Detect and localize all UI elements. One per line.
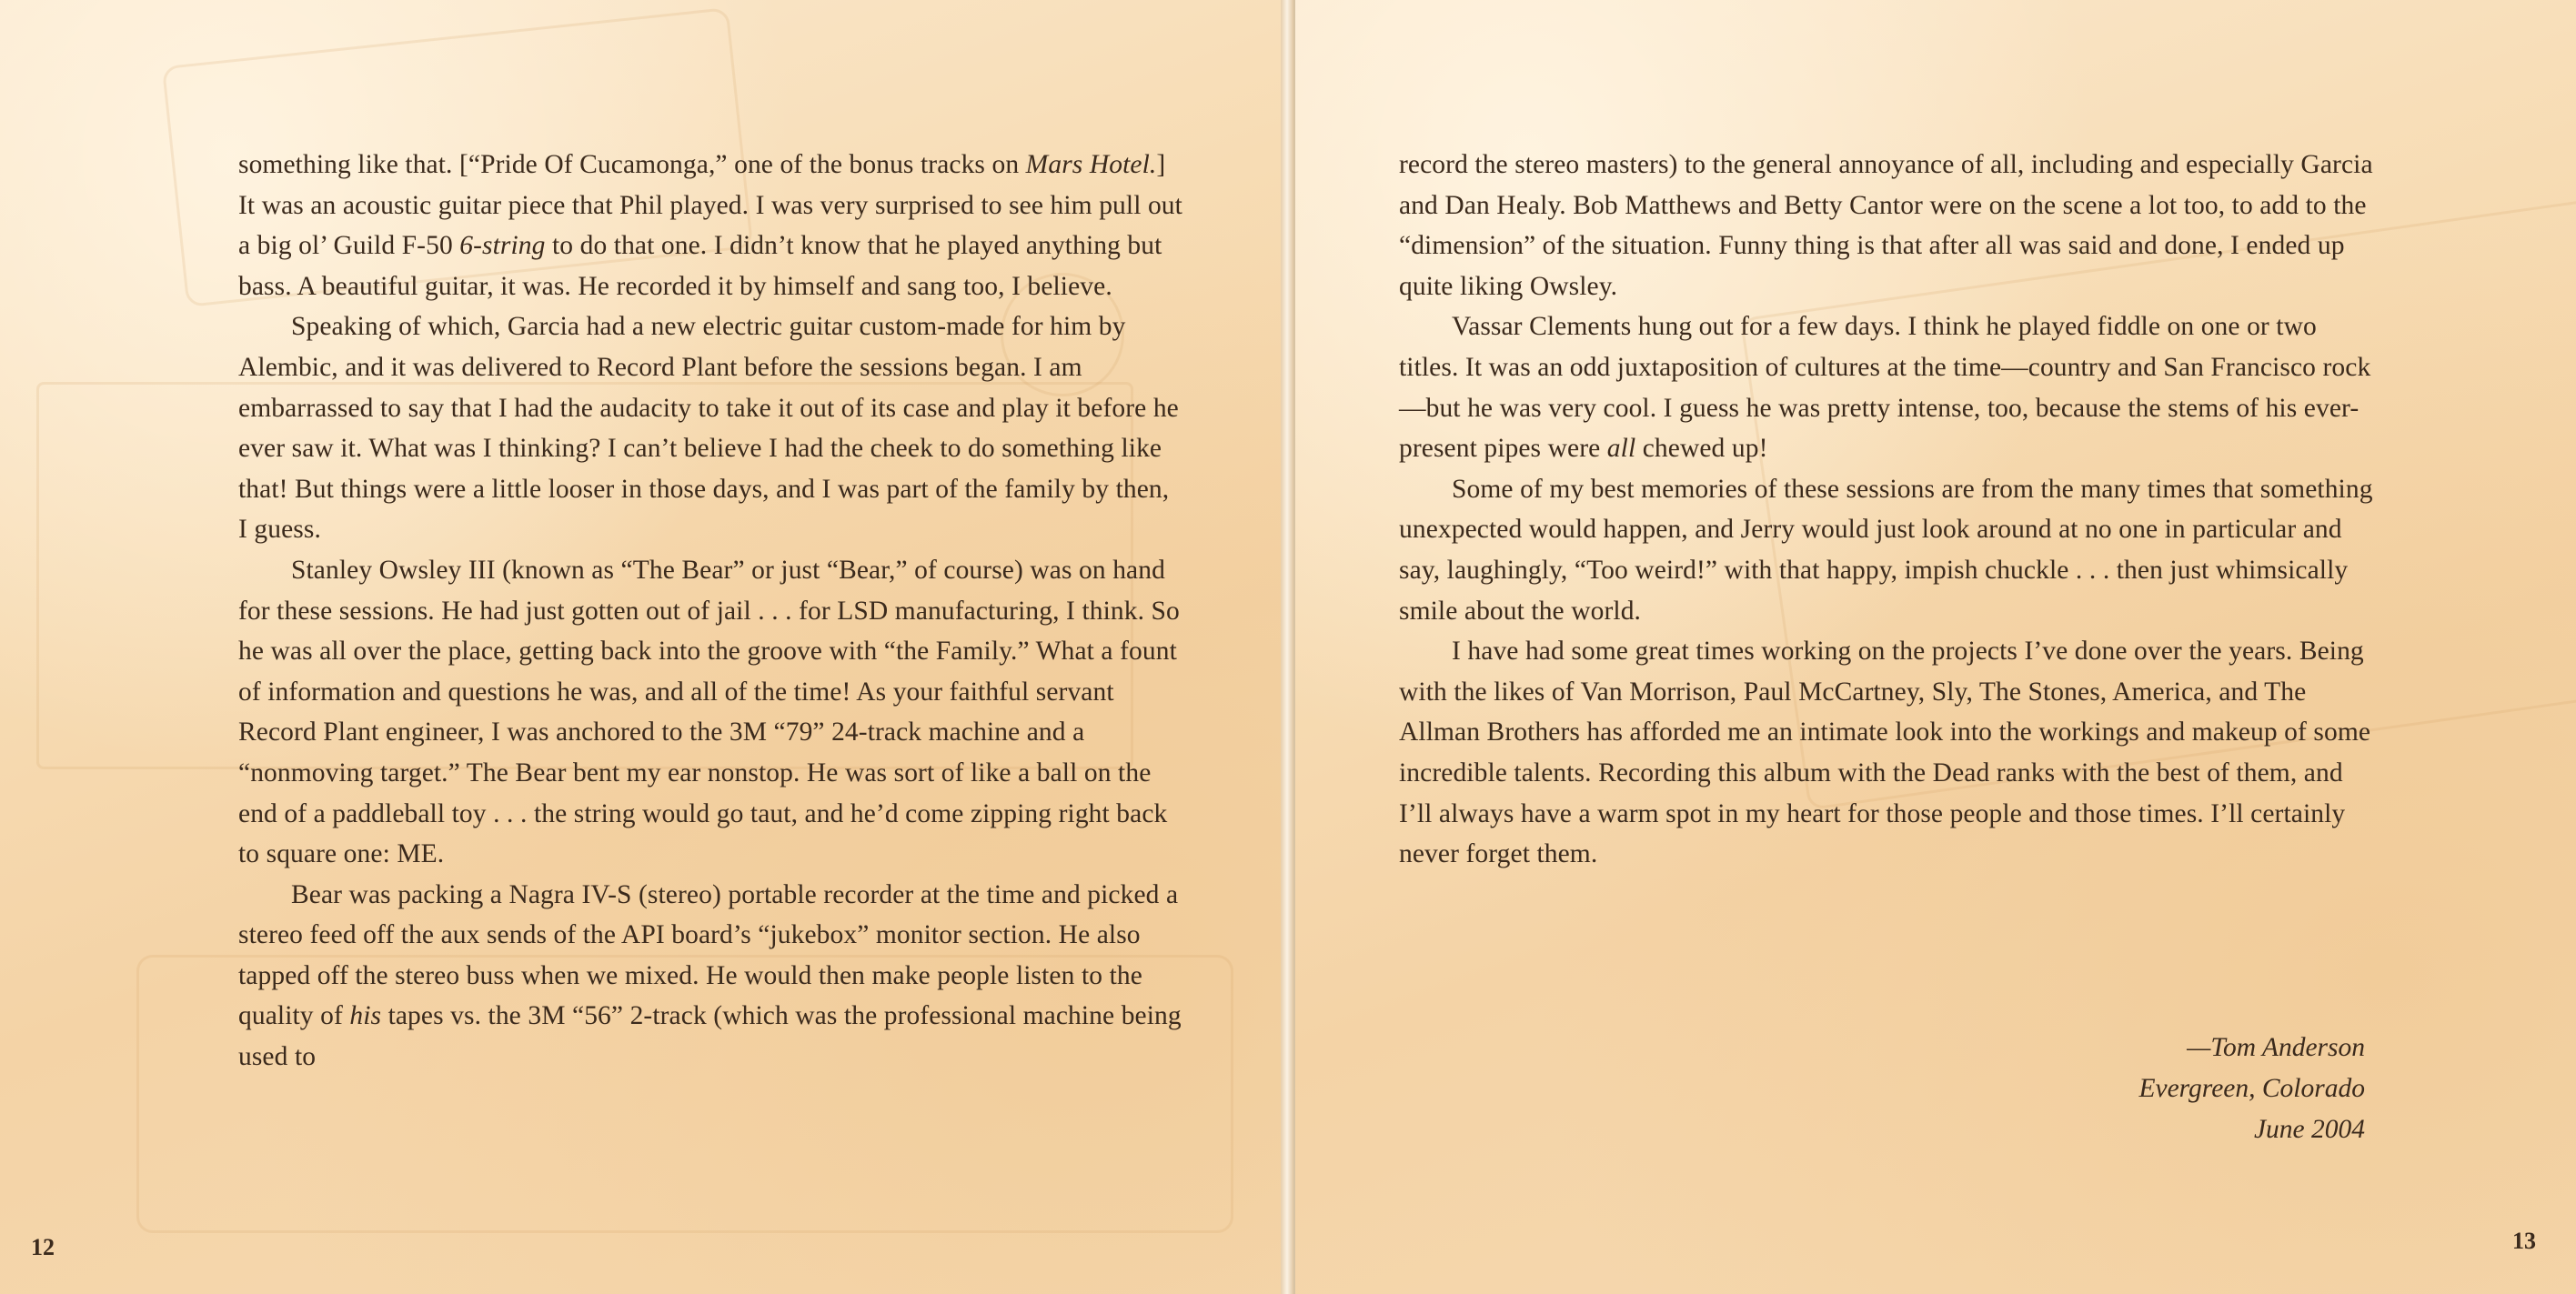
paragraph-2: Speaking of which, Garcia had a new electric guitar custom-made for him by Alembic, and it was delivered to Record Plant before the sessions began. I am embarrassed to say that I had the audacity to take it out of its case and play it before he ever saw it. What was I thinking? I can’t believe I had the cheek to do something like that! But things were a little looser in those days, and I was part of the family by then, I guess. <box>238 312 1179 545</box>
signature-date: June 2004 <box>2253 1115 2365 1144</box>
paragraph-text: to do that one. I didn’t know that he played anything but bass. A beautiful guitar, it was. He recorded it by himself and sang too, I believe. <box>238 231 1162 301</box>
left-page-body <box>238 145 1184 1078</box>
emphasis-text: 6-string <box>459 231 546 261</box>
paragraph-2 <box>1399 306 2381 468</box>
paragraph-text: ] It was an acoustic guitar piece that Phil played. I was very surprised to see him pull out a big ol’ Guild F-50 <box>238 150 1182 261</box>
paragraph-text: chewed up! <box>1635 434 1768 464</box>
binding-gutter <box>1281 0 1293 1294</box>
paragraph-text: Vassar Clements hung out for a few days. I think he played fiddle on one or two titles. It was an odd juxtaposition of cultures at the time—country and San Francisco rock—but he was very cool. I guess he was pretty intense, too, because the stems of his ever-present pipes were <box>1399 312 2371 464</box>
emphasis-text: his <box>349 1001 382 1031</box>
paragraph-4: I have had some great times working on the projects I’ve done over the years. Being with the likes of Van Morrison, Paul McCartney, Sly, The Stones, America, and The Allman Brothers has afforded me an intimate look into the workings and makeup of some incredible talents. Recording this album with the Dead ranks with the best of them, and I’ll always have a warm spot in my heart for those people and those times. I’ll certainly never forget them. <box>1399 637 2371 869</box>
paragraph-1 <box>238 145 1184 306</box>
paragraph-3: Stanley Owsley III (known as “The Bear” or just “Bear,” of course) was on hand for these sessions. He had just gotten out of jail . . . for LSD manufacturing, I think. So he was all over the place, getting back into the groove with “the Family.” What a fount of information and questions he was, and all of the time! As your faithful servant Record Plant engineer, I was anchored to the 3M “79” 24-track machine and a “nonmoving target.” The Bear bent my ear nonstop. He was sort of like a ball on the end of a paddleball toy . . . the string would go taut, and he’d come zipping right back to square one: ME. <box>238 555 1180 869</box>
paragraph-text: Bear was packing a Nagra IV-S (stereo) portable recorder at the time and picked a stereo feed off the aux sends of the API board’s “jukebox” monitor section. He also tapped off the stereo buss when we mixed. He would then make people listen to the quality of <box>238 879 1179 1031</box>
paragraph-1: record the stereo masters) to the general annoyance of all, including and especially Garcia and Dan Healy. Bob Matthews and Betty Cantor were on the scene a lot too, to add to the “dimension” of the situation. Funny thing is that after all was said and done, I ended up quite liking Owsley. <box>1399 150 2373 301</box>
emphasis-text: all <box>1606 434 1636 464</box>
signature-name: —Tom Anderson <box>2187 1033 2365 1062</box>
page-number: 12 <box>31 1234 55 1260</box>
paragraph-text: something like that. [“Pride Of Cucamonga,” one of the bonus tracks on <box>238 150 1026 179</box>
album-title-emphasis: Mars Hotel. <box>1025 150 1157 179</box>
signature-place: Evergreen, Colorado <box>2138 1074 2365 1103</box>
page-number: 13 <box>2512 1228 2536 1254</box>
paragraph-4 <box>238 875 1184 1078</box>
paragraph-3: Some of my best memories of these sessions are from the many times that something unexpected would happen, and Jerry would just look around at no one in particular and say, laughingly, “Too weird!” with that happy, impish chuckle . . . then just whimsically smile about the world. <box>1399 474 2373 626</box>
author-signature <box>1841 1028 2365 1150</box>
right-page-body <box>1399 145 2381 875</box>
right-page <box>1293 0 2576 1294</box>
paragraph-text: tapes vs. the 3M “56” 2-track (which was the professional machine being used to <box>238 1001 1182 1072</box>
left-page <box>0 0 1281 1294</box>
